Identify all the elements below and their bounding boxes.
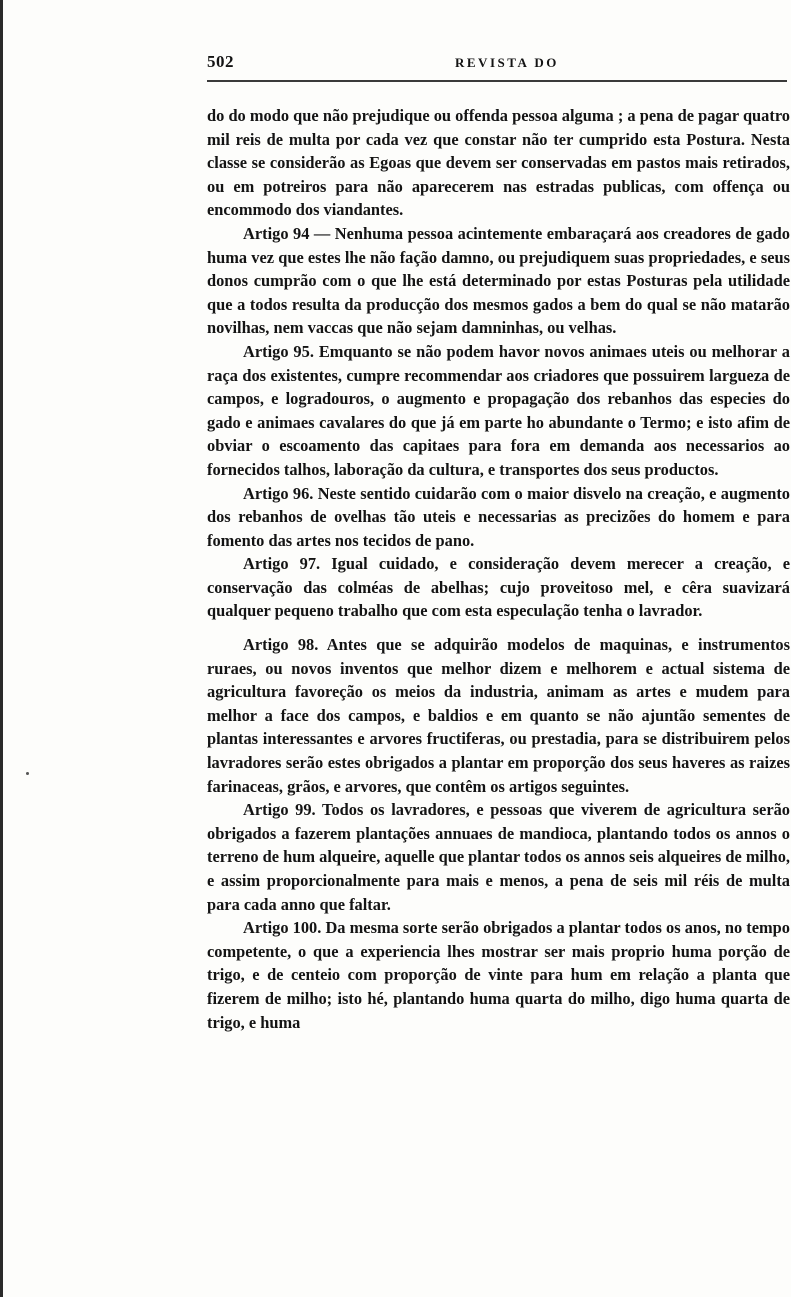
paragraph-artigo-96: Artigo 96. Neste sentido cuidarão com o maior disvelo na creação, e augmento dos rebanhos de ovelhas tão uteis e necessarias as precizões do homem e para fomento das artes nos tecidos de pano. — [207, 483, 790, 550]
scan-binding-edge — [0, 0, 3, 1297]
running-title: REVISTA DO — [455, 55, 559, 70]
paragraph-artigo-100: Artigo 100. Da mesma sorte serão obrigados a plantar todos os anos, no tempo competente, o que a experiencia lhes mostrar ser mais proprio huma porção de trigo, e de centeio com proporção de vinte para hum em relação a planta que fizerem de milho; isto hé, plantando huma quarta do milho, digo huma quarta de trigo, e huma — [207, 918, 790, 1032]
paragraph-artigo-95: Artigo 95. Emquanto se não podem havor novos animaes uteis ou melhorar a raça dos existentes, cumpre recommendar aos criadores que possuirem largueza de campos, e logradouros, o augmento e propagação dos rebanhos das especies do gado e animaes cavalares do que já em parte ho abundante o Termo; e isto afim de obviar o escoamento das capitaes para fora em demanda aos necessarios ao fornecidos talhos, laboração da cultura, e transportes dos seus productos. — [207, 341, 790, 479]
body-text — [207, 104, 790, 1034]
paragraph-artigo-97: Artigo 97. Igual cuidado, e consideração devem merecer a creação, e conservação das colméas de abelhas; cujo proveitoso mel, e cêra suavizará qualquer pequeno trabalho que com esta especulação tenha o lavrador. — [207, 554, 790, 621]
paragraph-artigo-98: Artigo 98. Antes que se adquirão modelos de maquinas, e instrumentos ruraes, ou novos inventos que melhor dizem e melhorem e actual sistema de agricultura favoreção os meios da industria, animam as artes e mudem para melhor a face dos campos, e baldios e em quanto se não ajuntão sementes de plantas interessantes e arvores fructiferas, ou prestadia, para se distribuirem pelos lavradores serão estes obrigados a plantar em proporção dos seus haveres as raizes farinaceas, grãos, e arvores, que contêm os artigos seguintes. — [207, 635, 790, 796]
paragraph-continuation: do do modo que não prejudique ou offenda pessoa alguma ; a pena de pagar quatro mil reis de multa por cada vez que constar não ter cumprido esta Postura. Nesta classe se considerão as Egoas que devem ser conservadas em pastos mais retirados, ou em potreiros para não aparecerem nas estradas publicas, com offença ou encommodo dos viandantes. — [207, 106, 790, 220]
page-number: 502 — [207, 52, 234, 71]
paragraph-artigo-94: Artigo 94 — Nenhuma pessoa acintemente embaraçará aos creadores de gado huma vez que estes lhe não fação damno, ou prejudiquem suas propriedades, e seus donos cumprão com o que lhe está determinado por estas Posturas pela utilidade que a todos resulta da producção dos mesmos gados a bem do qual se não matarão novilhas, nem vaccas que não sejam damninhas, ou velhas. — [207, 223, 790, 338]
paragraph-artigo-99: Artigo 99. Todos os lavradores, e pessoas que viverem de agricultura serão obrigados a fazerem plantações annuaes de mandioca, plantando todos os annos o terreno de hum alqueire, aquelle que plantar todos os annos seis alqueires de milho, e assim proporcionalmente para mais e menos, a pena de seis mil réis de multa para cada anno que faltar. — [207, 800, 790, 914]
scan-speck — [26, 772, 29, 775]
header-rule — [207, 80, 787, 82]
page-header — [207, 52, 790, 82]
